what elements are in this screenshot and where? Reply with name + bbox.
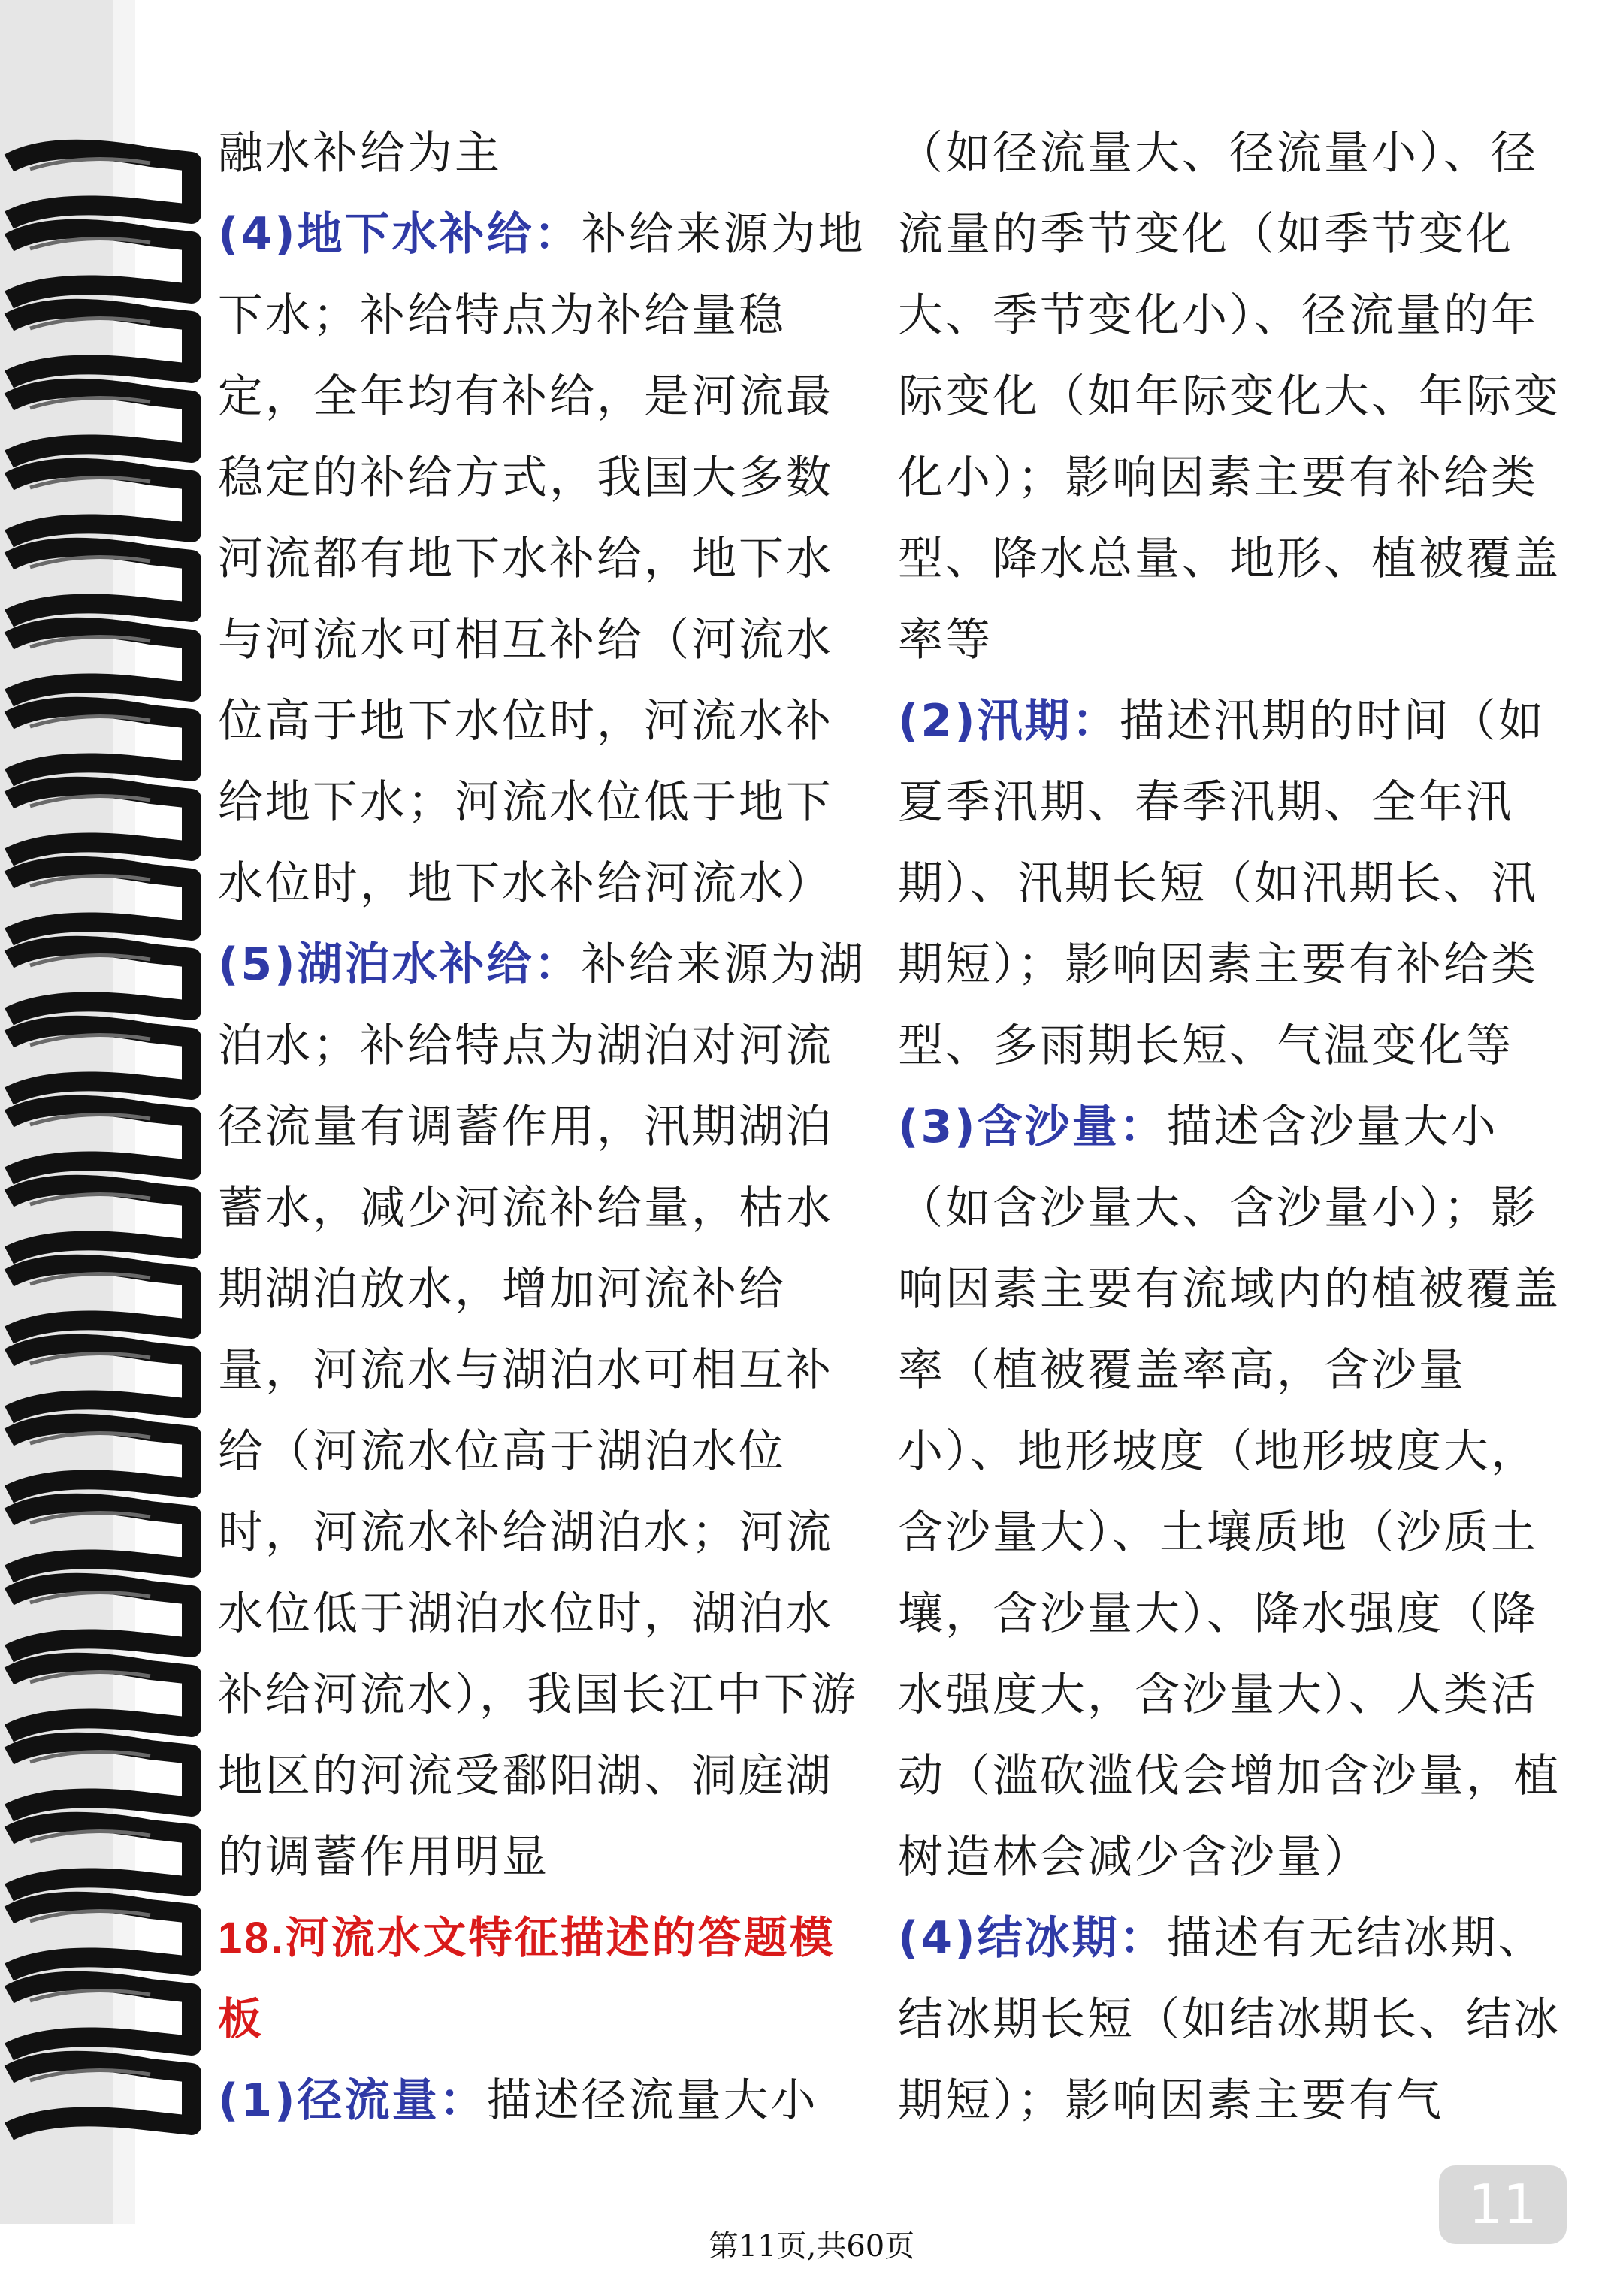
sub1-continuation: （如径流量大、径流量小）、径流量的季节变化（如季节变化大、季节变化小）、径流量的年际变化（如年际变化大、年际变化小）；影响因素主要有补给类型、降水总量、地形、植被覆盖率等 [898,127,1561,666]
sub2-paragraph [898,681,1578,1086]
left-column [218,113,872,2141]
section-title: 18.河流水文特征描述的答题模板 [218,1914,836,2044]
page-number-badge: 11 [1439,2165,1567,2244]
item4-heading: (4)地下水补给： [218,208,582,261]
item5-paragraph [218,924,872,1898]
right-column [898,113,1578,2141]
item5-text: 补给来源为湖泊水；补给特点为湖泊对河流径流量有调蓄作用，汛期湖泊蓄水，减少河流补给量，枯水期湖泊放水，增加河流补给量，河流水与湖泊水可相互补给（河流水位高于湖泊水位时，河流水补给湖泊水；河流水位低于湖泊水位时，湖泊水补给河流水），我国长江中下游地区的河流受鄱阳湖、洞庭湖的调蓄作用明显 [218,938,866,1884]
sub3-text: 描述含沙量大小（如含沙量大、含沙量小）；影响因素主要有流域内的植被覆盖率（植被覆盖率高，含沙量小）、地形坡度（地形坡度大，含沙量大）、土壤质地（沙质土壤，含沙量大）、降水强度（降水强度大，含沙量大）、人类活动（滥砍滥伐会增加含沙量，植树造林会减少含沙量） [898,1101,1561,1884]
item5-heading: (5)湖泊水补给： [218,938,582,991]
sub1-heading: (1)径流量： [218,2074,487,2127]
sub2-heading: (2)汛期： [898,695,1120,748]
item4-text: 补给来源为地下水；补给特点为补给量稳定，全年均有补给，是河流最稳定的补给方式，我国大多数河流都有地下水补给，地下水与河流水可相互补给（河流水位高于地下水位时，河流水补给地下水；河流水位低于地下水位时，地下水补给河流水） [218,208,866,910]
sub1-text: 描述径流量大小 [486,2074,818,2127]
item4-paragraph [218,194,872,924]
sub1-paragraph [218,2060,872,2141]
sub3-heading: (3)含沙量： [898,1101,1167,1153]
sub4-heading: (4)结冰期： [898,1912,1167,1965]
intro-line: 融水补给为主 [218,127,502,180]
spiral-binding [0,0,203,2224]
page-footer[interactable]: 第11页,共60页 [708,2229,915,2264]
sub4-paragraph [898,1898,1578,2141]
sub4-text: 描述有无结冰期、结冰期长短（如结冰期长、结冰期短）；影响因素主要有气 [898,1912,1561,2127]
spiral-binding-icon [0,0,203,2224]
sub2-text: 描述汛期的时间（如夏季汛期、春季汛期、全年汛期）、汛期长短（如汛期长、汛期短）；影响因素主要有补给类型、多雨期长短、气温变化等 [898,695,1546,1072]
sub3-paragraph [898,1086,1578,1898]
